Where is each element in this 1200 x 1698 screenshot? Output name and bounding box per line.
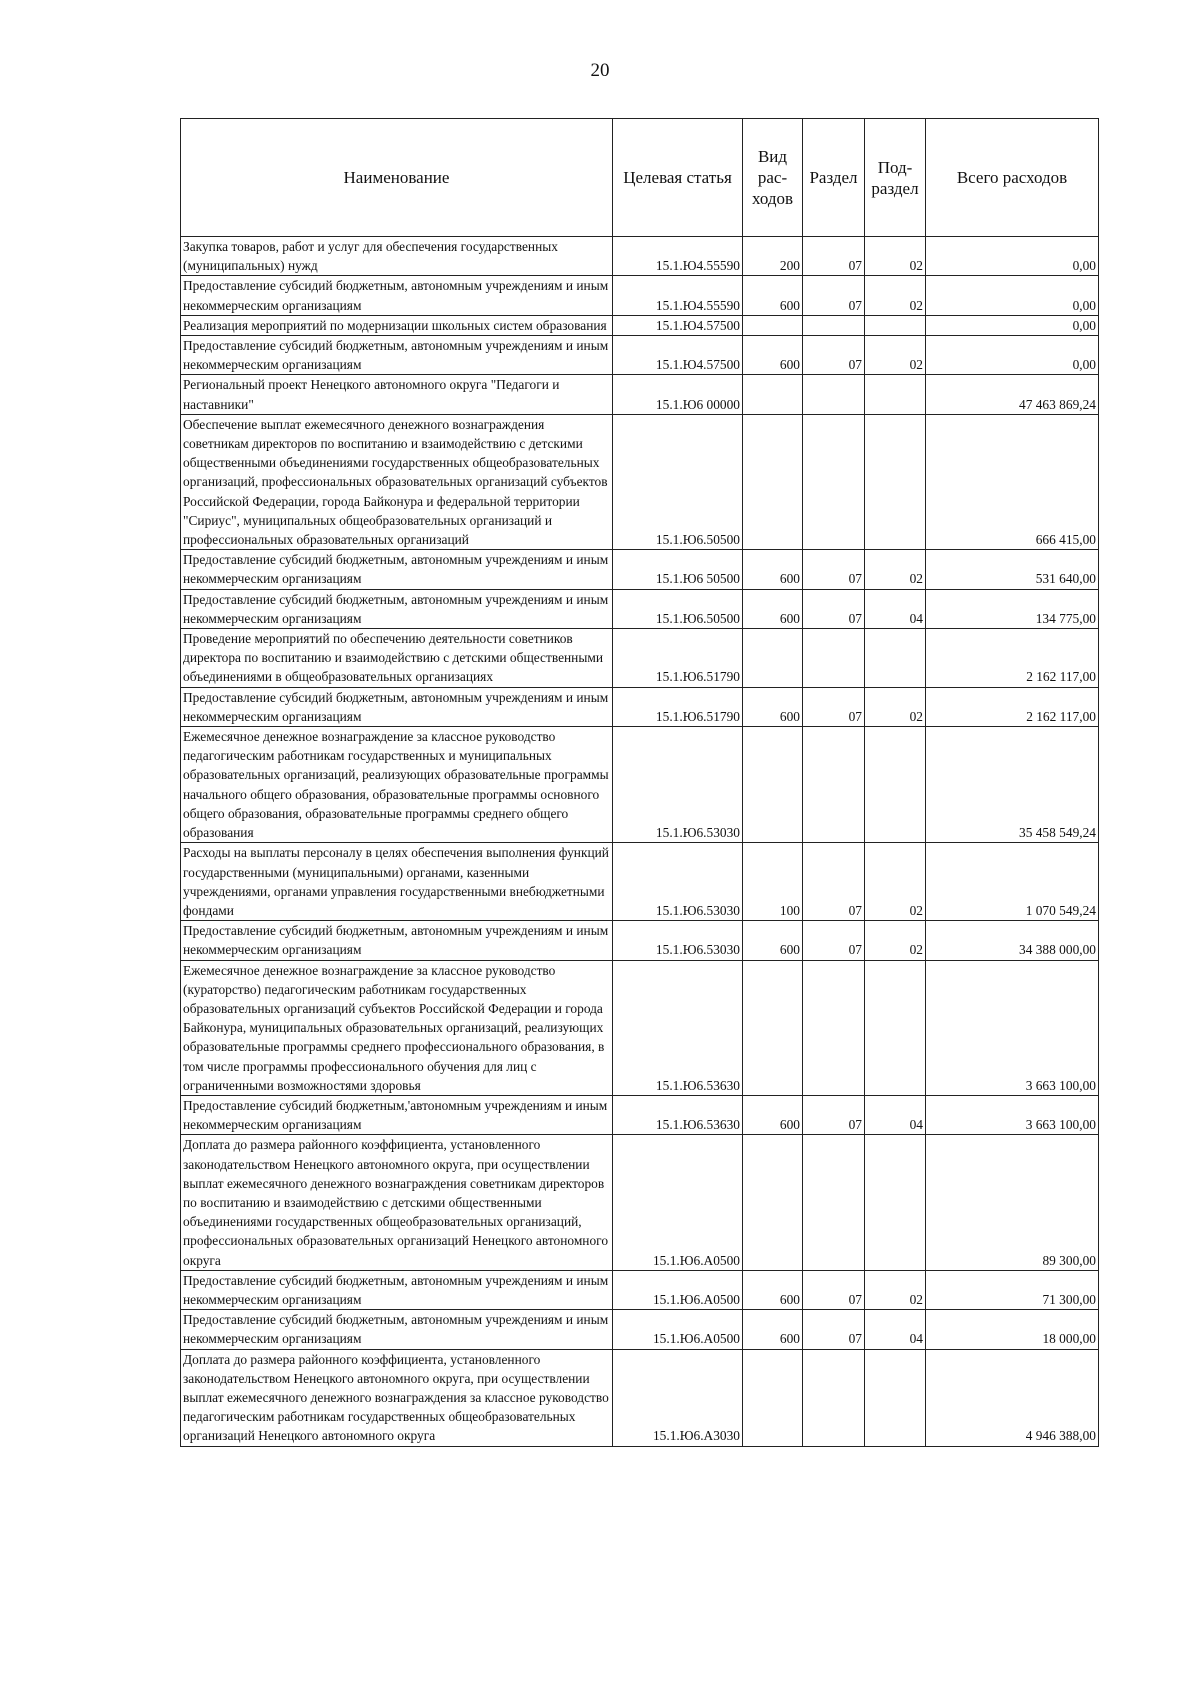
row-total: 134 775,00 — [926, 589, 1099, 628]
header-target-article: Целевая статья — [613, 119, 743, 237]
row-total: 3 663 100,00 — [926, 1095, 1099, 1134]
row-total: 3 663 100,00 — [926, 960, 1099, 1095]
table-row — [181, 550, 1099, 589]
row-expense-type — [743, 315, 803, 335]
row-section: 07 — [803, 237, 865, 276]
row-total: 2 162 117,00 — [926, 687, 1099, 726]
table-header — [181, 119, 1099, 237]
header-name: Наименование — [181, 119, 613, 237]
row-target-article: 15.1.Ю6 50500 — [613, 550, 743, 589]
row-name: Ежемесячное денежное вознаграждение за классное руководство (кураторство) педагогическим работникам государственных образовательных организаций субъектов Российской Федерации и города Байконура, муниципальных образовательных организаций, реализующих образовательные программы среднего профессионального образования, в том числе программы профессионального обучения для лиц с ограниченными возможностями здоровья — [181, 960, 613, 1095]
row-subsection: 02 — [865, 237, 926, 276]
row-name: Предоставление субсидий бюджетным, автономным учреждениям и иным некоммерческим организациям — [181, 1310, 613, 1349]
table-row — [181, 414, 1099, 549]
table-row — [181, 921, 1099, 960]
row-section — [803, 960, 865, 1095]
row-expense-type — [743, 960, 803, 1095]
row-subsection: 02 — [865, 336, 926, 375]
row-expense-type: 600 — [743, 1270, 803, 1309]
table-body — [181, 237, 1099, 1447]
row-section — [803, 375, 865, 414]
row-total: 34 388 000,00 — [926, 921, 1099, 960]
row-name: Проведение мероприятий по обеспечению деятельности советников директора по воспитанию и взаимодействию с детскими общественными объединениями в общеобразовательных организациях — [181, 629, 613, 688]
row-target-article: 15.1.Ю6.51790 — [613, 629, 743, 688]
row-name: Реализация мероприятий по модернизации школьных систем образования — [181, 315, 613, 335]
row-section: 07 — [803, 589, 865, 628]
row-total: 71 300,00 — [926, 1270, 1099, 1309]
row-name: Предоставление субсидий бюджетным, автономным учреждениям и иным некоммерческим организациям — [181, 550, 613, 589]
row-subsection: 02 — [865, 843, 926, 921]
row-name: Предоставление субсидий бюджетным, автономным учреждениям и иным некоммерческим организациям — [181, 921, 613, 960]
row-total: 666 415,00 — [926, 414, 1099, 549]
row-expense-type: 600 — [743, 336, 803, 375]
header-section: Раздел — [803, 119, 865, 237]
row-target-article: 15.1.Ю4.55590 — [613, 237, 743, 276]
row-target-article: 15.1.Ю6.53030 — [613, 727, 743, 843]
row-subsection: 02 — [865, 550, 926, 589]
row-name: Доплата до размера районного коэффициента, установленного законодательством Ненецкого автономного округа, при осуществлении выплат ежемесячного денежного вознаграждения за классное руководство педагогическим работникам государственных общеобразовательных организаций Ненецкого автономного округа — [181, 1349, 613, 1446]
row-subsection — [865, 1349, 926, 1446]
row-name: Ежемесячное денежное вознаграждение за классное руководство педагогическим работникам государственных и муниципальных образовательных организаций, реализующих образовательные программы начального общего образования, образовательные программы основного общего образования, образовательные программы среднего общего образования — [181, 727, 613, 843]
table-row — [181, 375, 1099, 414]
row-total: 18 000,00 — [926, 1310, 1099, 1349]
row-name: Расходы на выплаты персоналу в целях обеспечения выполнения функций государственными (муниципальными) органами, казенными учреждениями, органами управления государственными внебюджетными фондами — [181, 843, 613, 921]
row-target-article: 15.1.Ю6.51790 — [613, 687, 743, 726]
row-expense-type: 600 — [743, 550, 803, 589]
row-expense-type — [743, 727, 803, 843]
row-expense-type — [743, 629, 803, 688]
row-subsection — [865, 375, 926, 414]
row-subsection — [865, 960, 926, 1095]
row-section — [803, 414, 865, 549]
table-row — [181, 589, 1099, 628]
row-target-article: 15.1.Ю6.50500 — [613, 589, 743, 628]
row-expense-type: 600 — [743, 276, 803, 315]
row-subsection: 04 — [865, 1310, 926, 1349]
table-row — [181, 727, 1099, 843]
row-total: 89 300,00 — [926, 1135, 1099, 1270]
row-target-article: 15.1.Ю4.57500 — [613, 315, 743, 335]
row-total: 0,00 — [926, 336, 1099, 375]
row-total: 0,00 — [926, 276, 1099, 315]
row-section: 07 — [803, 276, 865, 315]
row-target-article: 15.1.Ю4.57500 — [613, 336, 743, 375]
table-row — [181, 237, 1099, 276]
row-subsection — [865, 727, 926, 843]
table-row — [181, 276, 1099, 315]
row-name: Предоставление субсидий бюджетным, автономным учреждениям и иным некоммерческим организациям — [181, 1270, 613, 1309]
table-row — [181, 687, 1099, 726]
table-row — [181, 1135, 1099, 1270]
row-name: Предоставление субсидий бюджетным, автономным учреждениям и иным некоммерческим организациям — [181, 276, 613, 315]
row-total: 1 070 549,24 — [926, 843, 1099, 921]
row-target-article: 15.1.Ю4.55590 — [613, 276, 743, 315]
row-name: Предоставление субсидий бюджетным, автономным учреждениям и иным некоммерческим организациям — [181, 589, 613, 628]
row-subsection — [865, 629, 926, 688]
table-row — [181, 1270, 1099, 1309]
row-target-article: 15.1.Ю6.50500 — [613, 414, 743, 549]
row-total: 47 463 869,24 — [926, 375, 1099, 414]
row-expense-type: 200 — [743, 237, 803, 276]
row-target-article: 15.1.Ю6.А3030 — [613, 1349, 743, 1446]
budget-table — [180, 118, 1099, 1447]
row-name: Доплата до размера районного коэффициента, установленного законодательством Ненецкого автономного округа, при осуществлении выплат ежемесячного денежного вознаграждения советникам директоров по воспитанию и взаимодействию с детскими общественными объединениями государственных общеобразовательных организаций, профессиональных образовательных организаций Ненецкого автономного округа — [181, 1135, 613, 1270]
row-section: 07 — [803, 687, 865, 726]
row-section: 07 — [803, 1095, 865, 1134]
row-expense-type: 600 — [743, 589, 803, 628]
table-row — [181, 1310, 1099, 1349]
row-section: 07 — [803, 550, 865, 589]
row-section: 07 — [803, 1270, 865, 1309]
row-section — [803, 629, 865, 688]
row-section: 07 — [803, 1310, 865, 1349]
table-row — [181, 843, 1099, 921]
row-expense-type — [743, 1349, 803, 1446]
row-total: 4 946 388,00 — [926, 1349, 1099, 1446]
header-total: Всего расходов — [926, 119, 1099, 237]
table-row — [181, 315, 1099, 335]
row-subsection — [865, 1135, 926, 1270]
row-name: Закупка товаров, работ и услуг для обеспечения государственных (муниципальных) нужд — [181, 237, 613, 276]
row-subsection: 02 — [865, 1270, 926, 1309]
row-expense-type: 600 — [743, 921, 803, 960]
row-name: Предоставление субсидий бюджетным, автономным учреждениям и иным некоммерческим организациям — [181, 336, 613, 375]
row-total: 0,00 — [926, 315, 1099, 335]
row-section — [803, 315, 865, 335]
table-row — [181, 1095, 1099, 1134]
header-expense-type: Вид рас-ходов — [743, 119, 803, 237]
row-subsection: 02 — [865, 276, 926, 315]
row-target-article: 15.1.Ю6.53630 — [613, 1095, 743, 1134]
page-number: 20 — [590, 60, 610, 81]
row-name: Предоставление субсидий бюджетным,'автономным учреждениям и иным некоммерческим организациям — [181, 1095, 613, 1134]
table-row — [181, 336, 1099, 375]
row-expense-type — [743, 414, 803, 549]
row-subsection — [865, 315, 926, 335]
row-expense-type — [743, 1135, 803, 1270]
row-section — [803, 1135, 865, 1270]
row-subsection: 04 — [865, 589, 926, 628]
row-expense-type: 600 — [743, 1310, 803, 1349]
row-section: 07 — [803, 843, 865, 921]
row-subsection: 04 — [865, 1095, 926, 1134]
header-subsection: Под-раздел — [865, 119, 926, 237]
row-section: 07 — [803, 336, 865, 375]
row-target-article: 15.1.Ю6.А0500 — [613, 1310, 743, 1349]
row-expense-type — [743, 375, 803, 414]
row-subsection — [865, 414, 926, 549]
row-subsection: 02 — [865, 921, 926, 960]
table-row — [181, 1349, 1099, 1446]
table-row — [181, 960, 1099, 1095]
row-expense-type: 100 — [743, 843, 803, 921]
row-target-article: 15.1.Ю6.53030 — [613, 843, 743, 921]
row-total: 35 458 549,24 — [926, 727, 1099, 843]
row-target-article: 15.1.Ю6.53630 — [613, 960, 743, 1095]
row-total: 531 640,00 — [926, 550, 1099, 589]
row-subsection: 02 — [865, 687, 926, 726]
row-total: 2 162 117,00 — [926, 629, 1099, 688]
row-target-article: 15.1.Ю6.А0500 — [613, 1135, 743, 1270]
row-name: Предоставление субсидий бюджетным, автономным учреждениям и иным некоммерческим организациям — [181, 687, 613, 726]
row-name: Обеспечение выплат ежемесячного денежного вознаграждения советникам директоров по воспитанию и взаимодействию с детскими общественными объединениями государственных общеобразовательных организаций, профессиональных образовательных организаций субъектов Российской Федерации, города Байконура и федеральной территории "Сириус", муниципальных общеобразовательных организаций и профессиональных образовательных организаций — [181, 414, 613, 549]
row-target-article: 15.1.Ю6.53030 — [613, 921, 743, 960]
row-section: 07 — [803, 921, 865, 960]
row-total: 0,00 — [926, 237, 1099, 276]
row-expense-type: 600 — [743, 687, 803, 726]
row-name: Региональный проект Ненецкого автономного округа "Педагоги и наставники" — [181, 375, 613, 414]
row-target-article: 15.1.Ю6.А0500 — [613, 1270, 743, 1309]
row-section — [803, 1349, 865, 1446]
row-section — [803, 727, 865, 843]
row-expense-type: 600 — [743, 1095, 803, 1134]
table-row — [181, 629, 1099, 688]
row-target-article: 15.1.Ю6 00000 — [613, 375, 743, 414]
